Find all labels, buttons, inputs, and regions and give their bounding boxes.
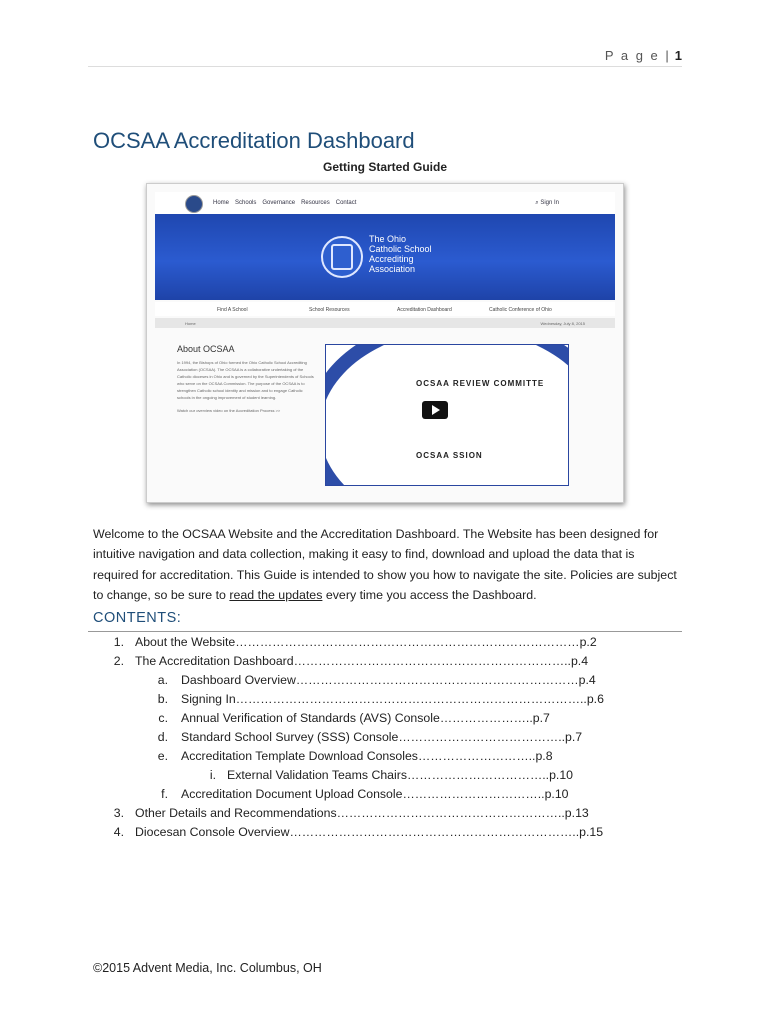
banner-title: The Ohio Catholic School Accrediting Association [369, 234, 432, 274]
play-icon [422, 401, 448, 419]
page-label: P a g e | [604, 48, 671, 63]
about-title: About OCSAA [177, 344, 235, 354]
document-subtitle: Getting Started Guide [322, 160, 447, 174]
association-emblem-icon [321, 236, 363, 278]
site-logo-icon [185, 195, 203, 213]
video-label-committee: OCSAA REVIEW COMMITTE [416, 379, 545, 388]
overview-video [325, 344, 569, 486]
site-nav-governance: Governance [262, 200, 296, 206]
about-text: In 1994, the Bishops of Ohio formed the Ohio Catholic School Accrediting Association (OCSAA). The OCSAA is a collaborative undertaking of the Catholic dioceses in Ohio and is governed by the Superintendents of Schools who serve on the OCSAA Commission. The purpose of the OCSAA is to strengthen Catholic school identity and mission and to engage Catholic schools in the ongoing improvement of student learning. Watch our overview video on the Accreditation Process >> [177, 360, 314, 413]
site-breadcrumb: Home Wednesday, July 8, 2015 [155, 318, 615, 328]
site-sign-in: ⌕ Sign In [535, 200, 559, 206]
menu-accreditation-dashboard: Accreditation Dashboard [397, 307, 452, 313]
site-menu [155, 302, 615, 316]
site-banner [155, 214, 615, 300]
menu-find-school: Find A School [217, 307, 248, 313]
menu-catholic-conference: Catholic Conference of Ohio [489, 307, 552, 313]
site-nav-home: Home [213, 200, 230, 206]
menu-school-resources: School Resources [309, 307, 350, 313]
read-updates-link[interactable]: read the updates [229, 587, 323, 602]
footer-copyright: ©2015 Advent Media, Inc. Columbus, OH [93, 961, 322, 975]
page-number: 1 [674, 48, 682, 63]
site-nav-schools: Schools [235, 200, 257, 206]
contents-divider [88, 631, 682, 632]
intro-paragraph: Welcome to the OCSAA Website and the Accreditation Dashboard. The Website has been designed for intuitive navigation and data collection, making it easy to find, download and upload the data that is required for accreditation. This Guide is intended to show you how to navigate the site. Policies are subject to change, so be sure to read the updates every time you access the Dashboard. [93, 527, 677, 602]
document-title: OCSAA Accreditation Dashboard [93, 128, 415, 153]
website-screenshot [146, 183, 624, 503]
page-header [605, 48, 682, 63]
contents-heading: CONTENTS: [93, 610, 182, 626]
site-nav-resources: Resources [301, 200, 330, 206]
site-nav-contact: Contact [335, 200, 357, 206]
site-nav-links [213, 200, 362, 206]
video-label-commission: OCSAA SSION [416, 451, 483, 460]
header-divider [88, 66, 682, 67]
site-nav-bar [155, 192, 615, 216]
